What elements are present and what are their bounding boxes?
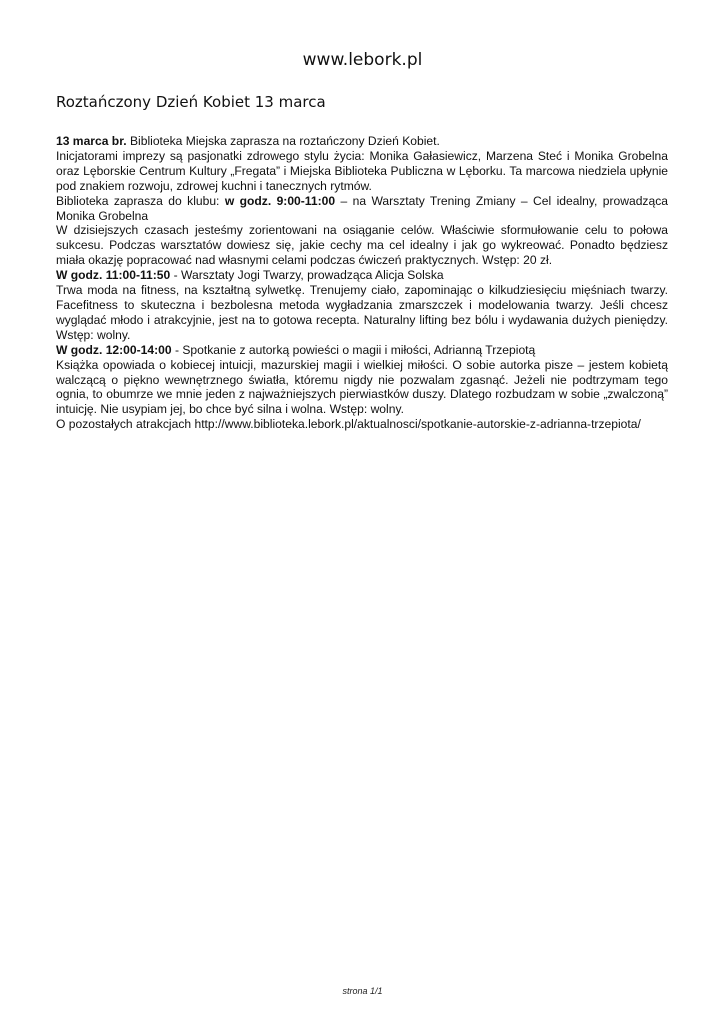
paragraph-author-meeting [56, 343, 668, 358]
workshop-1-title: – na Warsztaty Trening Zmiany – Cel idealny, prowadząca Monika Grobelna [56, 193, 668, 223]
paragraph-workshop-1-desc: W dzisiejszych czasach jesteśmy zorientowani na osiąganie celów. Właściwie sformułowanie celu to połowa sukcesu. Podczas warsztatów dowiesz się, jakie cechy ma cel idealny i jak go wykreować. Ponadto będziesz miała okazję popracować nad własnymi celami podczas ćwiczeń praktycznych. Wstęp: 20 zł. [56, 223, 668, 268]
page-number: strona 1/1 [342, 986, 383, 996]
workshop-2-time: W godz. 11:00-11:50 [56, 268, 171, 283]
paragraph-book-desc: Książka opowiada o kobiecej intuicji, mazurskiej magii i wielkiej miłości. O sobie autorka pisze – jestem kobietą walczącą o piękno wewnętrznego światła, któremu nigdy nie pozwalam zgasnąć. Jeżeli nie podtrzymam tego ognia, to obumrze we mnie jeden z najważniejszych pierwiastków duszy. Dlatego rozbudzam w sobie „zwalczoną” intuicję. Nie usypiam jej, bo chce być silna i wolna. Wstęp: wolny. [56, 357, 668, 417]
workshop-1-time: w godz. 9:00-11:00 [224, 193, 336, 208]
paragraph-workshop-2-desc: Trwa moda na fitness, na kształtną sylwetkę. Trenujemy ciało, zapominając o kilkudziesięciu mięśniach twarzy. Facefitness to skuteczna i bezbolesna metoda wygładzania zmarszczek i modelowania twarzy. Jeśli chcesz wyglądać młodo i atrakcyjnie, jest na to gotowa recepta. Naturalny lifting bez bólu i wydawania dużych pieniędzy. Wstęp: wolny. [56, 283, 668, 342]
paragraph-organizers: Inicjatorami imprezy są pasjonatki zdrowego stylu życia: Monika Gałasiewicz, Marzena Steć i Monika Grobelna oraz Lęborskie Centrum Kultury „Fregata” i Miejska Biblioteka Publiczna w Lęborku. Ta marcowa niedziela upłynie pod znakiem rozwoju, zdrowej kuchni i tanecznych rytmów. [56, 148, 668, 193]
paragraph-intro [56, 134, 668, 149]
article-body [56, 134, 668, 432]
paragraph-workshop-2 [56, 268, 668, 283]
workshop-1-lead: Biblioteka zaprasza do klubu: [56, 193, 225, 208]
date-highlight: 13 marca br. [56, 134, 127, 148]
workshop-2-title: - Warsztaty Jogi Twarzy, prowadząca Alicja Solska [170, 268, 444, 283]
paragraph-workshop-1 [56, 194, 668, 224]
site-header: www.lebork.pl [302, 50, 423, 70]
author-meeting-time: W godz. 12:00-14:00 [56, 342, 172, 357]
intro-text: Biblioteka Miejska zaprasza na roztańczony Dzień Kobiet. [126, 134, 440, 148]
paragraph-more-info-link[interactable]: O pozostałych atrakcjach http://www.biblioteka.lebork.pl/aktualnosci/spotkanie-autorskie-z-adrianna-trzepiota/ [56, 417, 641, 432]
author-meeting-title: - Spotkanie z autorką powieści o magii i miłości, Adrianną Trzepiotą [171, 342, 536, 357]
article-title: Roztańczony Dzień Kobiet 13 marca [56, 93, 326, 111]
